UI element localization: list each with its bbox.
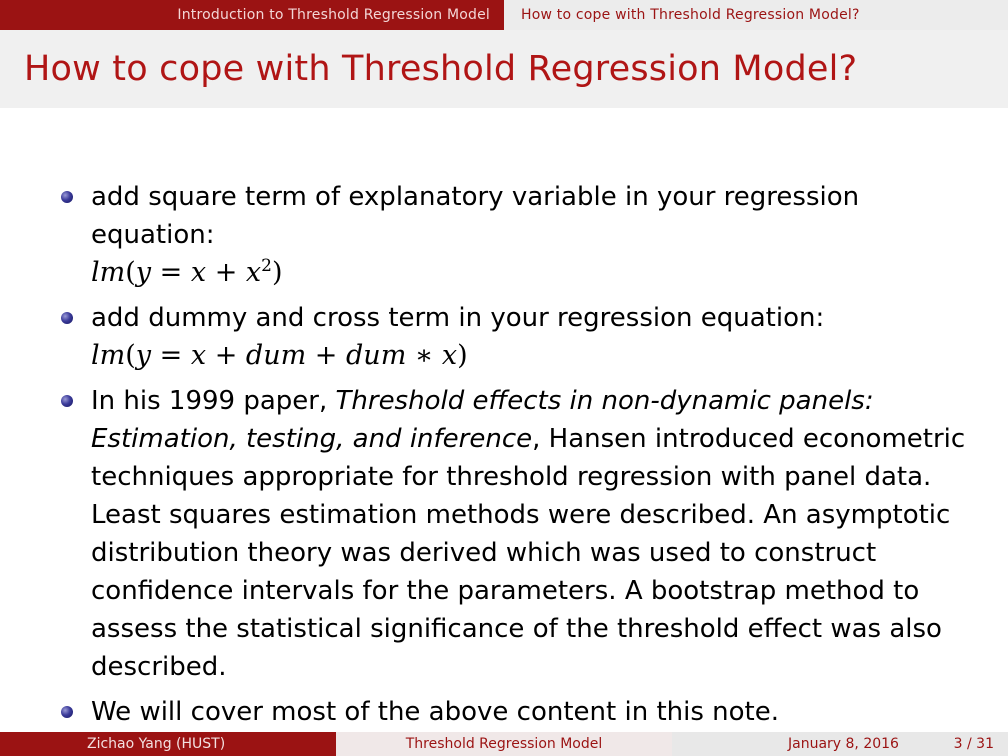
top-navigation-bar [0, 0, 1008, 30]
page-number: 3 / 31 [953, 736, 994, 752]
item-text: add square term of explanatory variable in your regression equation: [91, 182, 860, 250]
frame-title-bar [0, 30, 1008, 108]
slide-content [60, 178, 990, 731]
nav-section-introduction[interactable]: Introduction to Threshold Regression Model [0, 0, 504, 30]
slide-title: How to cope with Threshold Regression Model? [24, 49, 858, 89]
footer-date-page [672, 732, 1008, 756]
paper-title: Threshold effects in non-dynamic panels: Estimation, testing, and inference [91, 386, 874, 454]
footer-author: Zichao Yang (HUST) [0, 732, 336, 756]
list-item [60, 693, 990, 731]
list-item [60, 299, 990, 375]
bullet-icon [61, 312, 73, 324]
item-text-suffix: , Hansen introduced econometric techniques appropriate for threshold regression with panel data. Least squares estimation methods were described. An asymptotic distribution theory was derived which was used to construct confidence intervals for the parameters. A bootstrap method to assess the statistical significance of the threshold effect was also described. [91, 424, 966, 682]
footer-date: January 8, 2016 [788, 736, 899, 752]
bullet-list [60, 178, 990, 731]
footer-bar [0, 732, 1008, 756]
bullet-icon [61, 706, 73, 718]
footer-title: Threshold Regression Model [336, 732, 672, 756]
bullet-icon [61, 395, 73, 407]
item-text: We will cover most of the above content in this note. [91, 697, 779, 727]
item-text: add dummy and cross term in your regression equation: [91, 303, 825, 333]
formula-dummy-term: lm(y = x + dum + dum ∗ x) [91, 340, 468, 371]
item-text-prefix: In his 1999 paper, [91, 386, 336, 416]
formula-square-term: $lm(y = x + x^2)$ [91, 256, 283, 288]
nav-section-current[interactable]: How to cope with Threshold Regression Model? [504, 0, 1008, 30]
list-item [60, 382, 990, 686]
list-item [60, 178, 990, 292]
bullet-icon [61, 191, 73, 203]
